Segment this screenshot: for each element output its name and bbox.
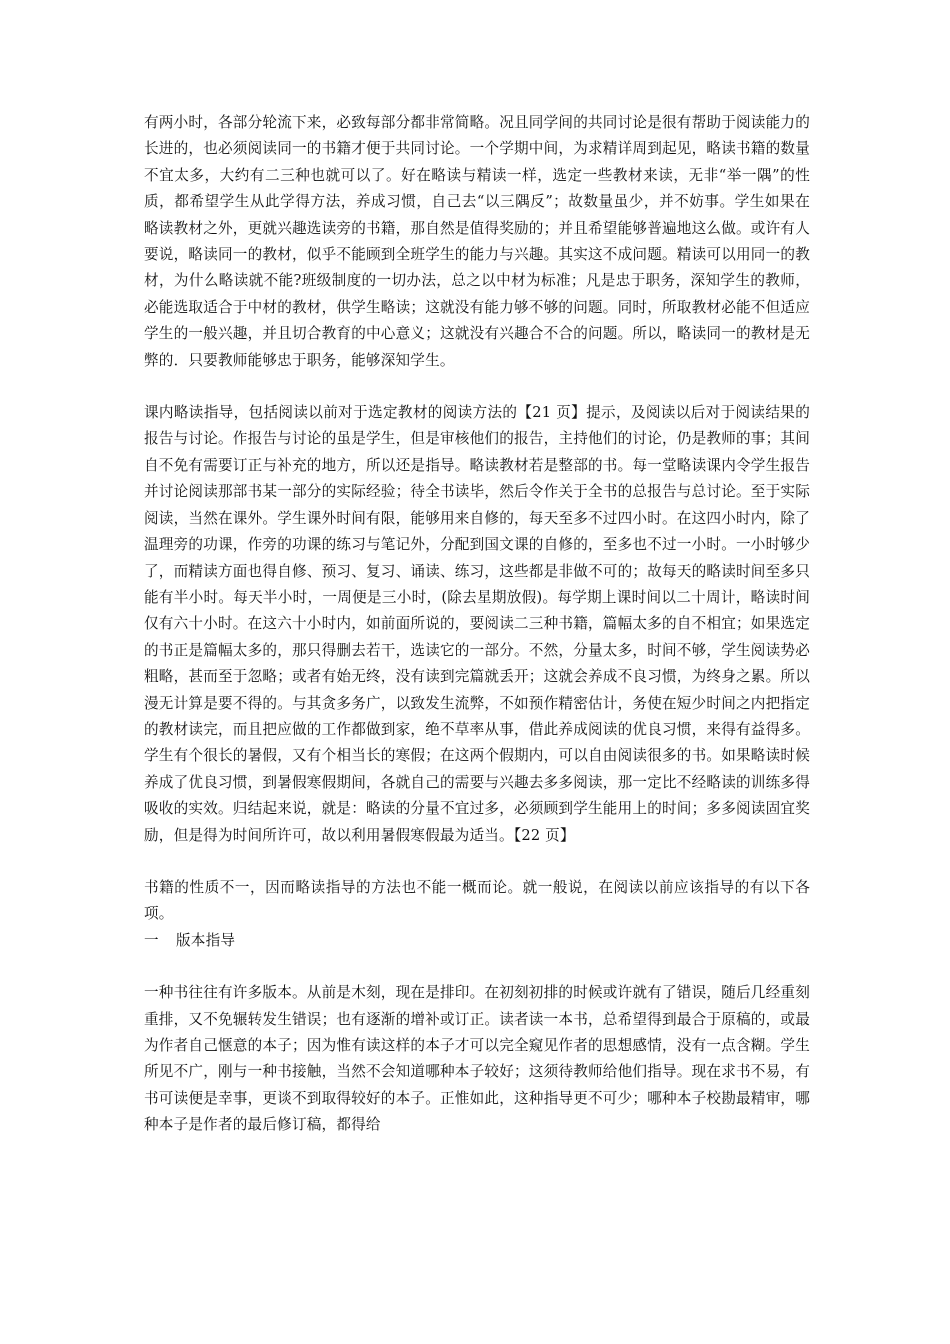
paragraph-3: 书籍的性质不一，因而略读指导的方法也不能一概而论。就一般说，在阅读以前应该指导的有以下各项。 [144, 878, 810, 923]
section-title: 版本指导 [176, 931, 236, 949]
paragraph-2: 课内略读指导，包括阅读以前对于选定教材的阅读方法的【21 页】提示，及阅读以后对于阅读结果的报告与讨论。作报告与讨论的虽是学生，但是审核他们的报告，主持他们的讨论，仍是教师的事；其间自不免有需要订正与补充的地方，所以还是指导。略读教材若是整部的书。每一堂略读课内令学生报告并讨论阅读那部书某一部分的实际经验；待全书读毕，然后令作关于全书的总报告与总讨论。至于实际阅读，当然在课外。学生课外时间有限，能够用来自修的，每天至多不过四小时。在这四小时内，除了温理旁的功课，作旁的功课的练习与笔记外，分配到国文课的自修的，至多也不过一小时。一小时够少了，而精读方面也得自修、预习、复习、诵读、练习，这些都是非做不可的；故每天的略读时间至多只能有半小时。每天半小时，一周便是三小时，(除去星期放假)。每学期上课时间以二十周计，略读时间仅有六十小时。在这六十小时内，如前面所说的，要阅读二三种书籍，篇幅太多的自不相宜；如果选定的书正是篇幅太多的，那只得删去若干，选读它的一部分。不然，分量太多，时间不够，学生阅读势必粗略，甚而至于忽略；或者有始无终，没有读到完篇就丢开；这就会养成不良习惯，为终身之累。所以漫无计算是要不得的。与其贪多务广，以致发生流弊，不如预作精密估计，务使在短少时间之内把指定的教材读完，而且把应做的工作都做到家，绝不草率从事，借此养成阅读的优良习惯，来得有益得多。学生有个很长的暑假，又有个相当长的寒假；在这两个假期内，可以自由阅读很多的书。如果略读时候养成了优良习惯，到暑假寒假期间，各就自己的需要与兴趣去多多阅读，那一定比不经略读的训练多得吸收的实效。归结起来说，就是：略读的分量不宜过多，必须顾到学生能用上的时间；多多阅读固宜奖励，但是得为时间所许可，故以利用暑假寒假最为适当。【22 页】 [144, 404, 810, 844]
paragraph-4: 一种书往往有许多版本。从前是木刻，现在是排印。在初刻初排的时候或许就有了错误，随后几经重刻重排，又不免辗转发生错误；也有逐渐的增补或订正。读者读一本书，总希望得到最合于原稿的，或最为作者自己惬意的本子；因为惟有读这样的本子才可以完全窥见作者的思想感情，没有一点含糊。学生所见不广，刚与一种书接触，当然不会知道哪种本子较好；这须待教师给他们指导。现在求书不易，有书可读便是幸事，更谈不到取得较好的本子。正惟如此，这种指导更不可少；哪种本子校勘最精审，哪种本子是作者的最后修订稿，都得给 [144, 984, 810, 1134]
section-heading [144, 928, 810, 954]
paragraph-1: 有两小时，各部分轮流下来，必致每部分都非常简略。况且同学间的共同讨论是很有帮助于阅读能力的长进的，也必须阅读同一的书籍才便于共同讨论。一个学期中间，为求精详周到起见，略读书籍的数量不宜太多，大约有二三种也就可以了。好在略读与精读一样，选定一些教材来读，无非“举一隅”的性质，都希望学生从此学得方法，养成习惯，自己去“以三隅反”；故数量虽少，并不妨事。学生如果在略读教材之外，更就兴趣选读旁的书籍，那自然是值得奖励的；并且希望能够普遍地这么做。或许有人要说，略读同一的教材，似乎不能顾到全班学生的能力与兴趣。其实这不成问题。精读可以用同一的教材，为什么略读就不能?班级制度的一切办法，总之以中材为标准；凡是忠于职务，深知学生的教师，必能选取适合于中材的教材，供学生略读；这就没有能力够不够的问题。同时，所取教材必能不但适应学生的一般兴趣，并且切合教育的中心意义；这就没有兴趣合不合的问题。所以，略读同一的教材是无弊的．只要教师能够忠于职务，能够深知学生。 [144, 114, 810, 369]
section-number: 一 [144, 931, 159, 949]
document-body [144, 110, 810, 1139]
